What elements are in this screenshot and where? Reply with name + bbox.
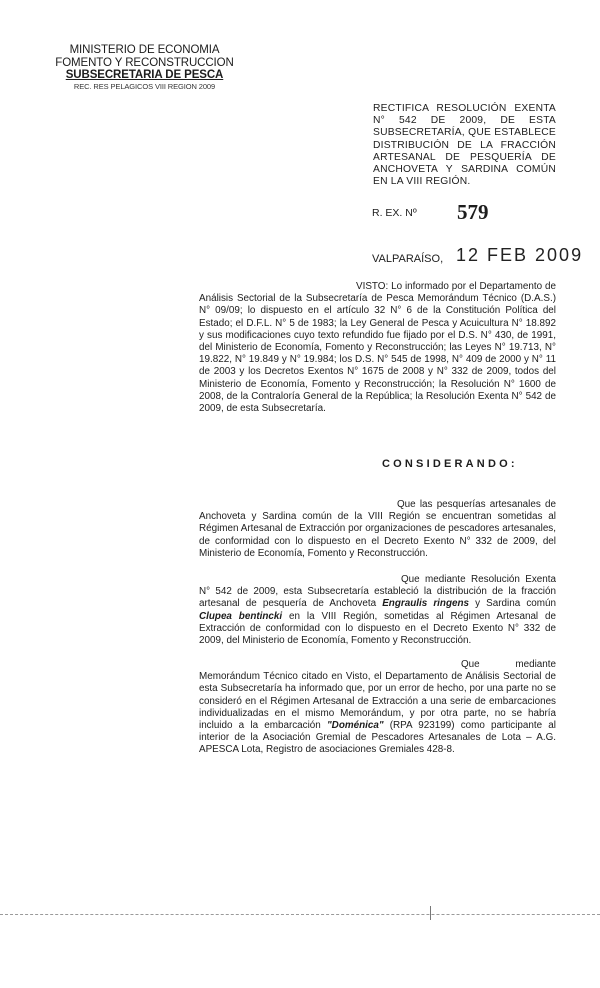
- page-bottom-rule: [0, 914, 600, 915]
- resolution-number-block: [372, 200, 489, 224]
- considerando-paragraph-2: [199, 574, 556, 647]
- resolution-number: 579: [457, 200, 489, 224]
- resolution-label: R. EX. Nº: [372, 207, 417, 219]
- paragraph-2-text-c: en la VIII Región, sometidas al Régimen Artesanal de Extracción de conformidad con lo dispuesto en el Decreto Exento N° 332 de 2009, del Ministerio de Economía, Fomento y Reconstrucción.: [199, 610, 556, 647]
- vessel-name: "Doménica": [327, 720, 384, 732]
- date-stamp: 12 FEB 2009: [456, 245, 584, 265]
- ministry-line-1: MINISTERIO DE ECONOMIA: [69, 44, 220, 56]
- subsecretaria-name: SUBSECRETARIA DE PESCA: [65, 69, 224, 81]
- considerando-paragraph-3: [199, 659, 556, 757]
- paragraph-2-text-b: y Sardina común: [469, 598, 556, 610]
- paragraph-2-text-a: Que mediante Resolución Exenta N° 542 de 2009, esta Subsecretaría estableció la distribución de la fracción artesanal de pesquería de Anchoveta: [199, 574, 556, 610]
- place-label: VALPARAÍSO,: [372, 253, 444, 265]
- resolution-title: RECTIFICA RESOLUCIÓN EXENTA N° 542 DE 2009, DE ESTA SUBSECRETARÍA, QUE ESTABLECE DISTRIBUCIÓN DE LA FRACCIÓN ARTESANAL DE PESQUERÍA DE ANCHOVETA Y SARDINA COMÚN EN LA VIII REGIÓN.: [373, 103, 556, 188]
- reference-line: REC. RES PELAGICOS VIII REGION 2009: [73, 81, 216, 91]
- species-sardina: Clupea bentincki: [199, 610, 283, 622]
- paragraph-3-text-b: (RPA 923199) como participante al interior de la Asociación Gremial de Pescadores Artesanales de Lota – A.G. APESCA Lota, Registro de asociaciones Gremiales 428-8.: [199, 720, 556, 756]
- paragraph-3-text-a: Que mediante Memorándum Técnico citado en Visto, el Departamento de Análisis Sectorial de esta Subsecretaría ha informado que, por un error de hecho, por una parte no se consideró en el Régimen Artesanal de Extracción a una serie de embarcaciones individualizadas en el mismo Memorándum, y por otra parte, no se habría incluido a la embarcación: [199, 659, 556, 732]
- visto-paragraph: VISTO: Lo informado por el Departamento de Análisis Sectorial de la Subsecretaría de Pesca Memorándum Técnico (D.A.S.) N° 09/09; lo dispuesto en el artículo 32 N° 6 de la Constitución Política del Estado; el D.F.L. N° 5 de 1983; la Ley General de Pesca y Acuicultura N° 18.892 y sus modificaciones cuyo texto refundido fue fijado por el D.S. N° 430, de 1991, del Ministerio de Economía, Fomento y Reconstrucción; las Leyes N° 19.713, N° 19.822, N° 19.849 y N° 19.984; los D.S. N° 545 de 1998, N° 409 de 2000 y N° 11 de 2003 y los Decretos Exentos N° 1675 de 2008 y N° 332 de 2009, todos del Ministerio de Economía, Fomento y Reconstrucción; la Resolución N° 1600 de 2008, de la Contraloría General de la República; la Resolución Exenta N° 542 de 2009, de esta Subsecretaría.: [199, 281, 556, 415]
- letterhead: [42, 44, 247, 92]
- scan-mark: [430, 906, 431, 920]
- ministry-line-2: FOMENTO Y RECONSTRUCCION: [55, 56, 234, 69]
- considerando-paragraph-1: Que las pesquerías artesanales de Anchoveta y Sardina común de la VIII Región se encuentran sometidas al Régimen Artesanal de Extracción por organizaciones de pescadores artesanales, de conformidad con lo dispuesto en el Decreto Exento N° 332 de 2009, del Ministerio de Economía, Fomento y Reconstrucción.: [199, 499, 556, 559]
- considerando-heading: CONSIDERANDO:: [382, 458, 518, 470]
- species-anchoveta: Engraulis ringens: [382, 598, 469, 610]
